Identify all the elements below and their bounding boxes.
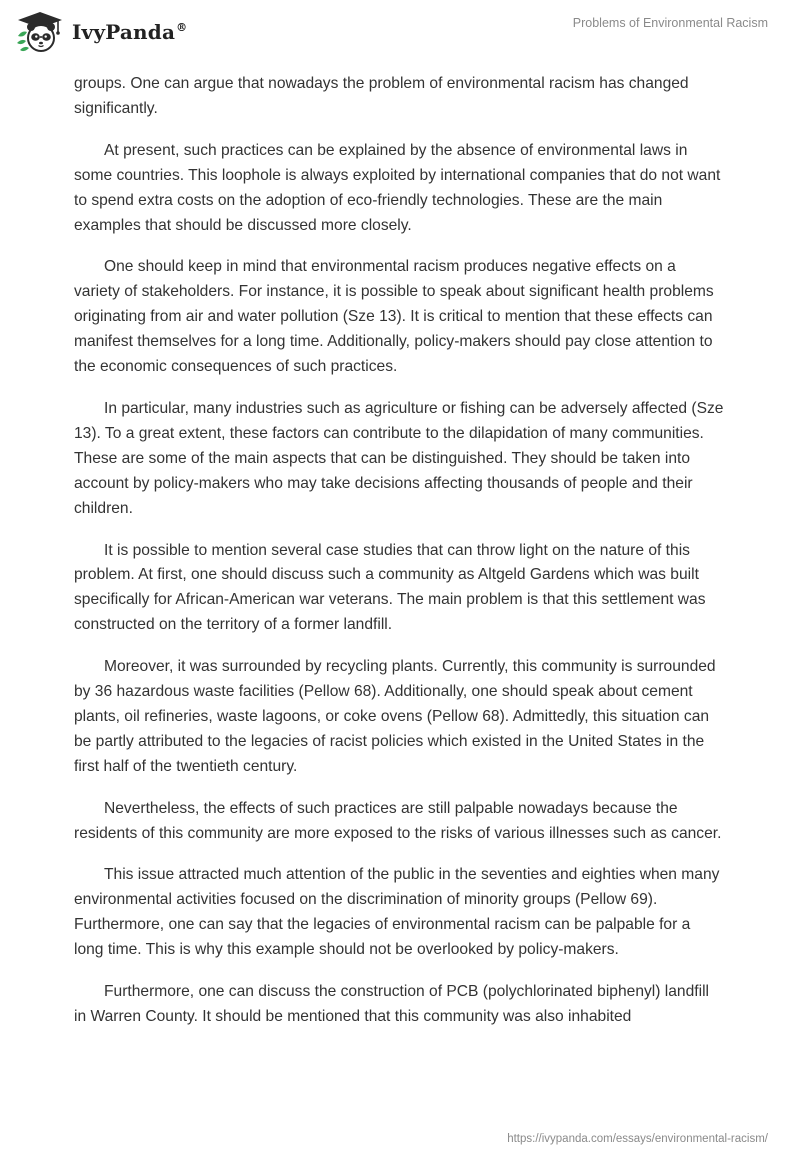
paragraph: Nevertheless, the effects of such practices are still palpable nowadays because the residents of this community are more exposed to the risks of various illnesses such as cancer. <box>74 799 722 842</box>
paragraph: Moreover, it was surrounded by recycling plants. Currently, this community is surrounded by 36 hazardous waste facilities (Pellow 68). Additionally, one should speak about cement plants, oil refineries, waste lagoons, or coke ovens (Pellow 68). Admittedly, this situation can be partly attributed to the legacies of racist policies which existed in the United States in the first half of the twentieth century. <box>74 658 716 775</box>
panda-logo-icon <box>14 10 66 54</box>
paragraph: This issue attracted much attention of the public in the seventies and eighties when many environmental activities focused on the discrimination of minority groups (Pellow 69). Furthermore, one can say that the legacies of environmental racism can be palpable for a long time. This is why this example should not be overlooked by policy-makers. <box>74 866 720 959</box>
paragraph: At present, such practices can be explained by the absence of environmental laws in some countries. This loophole is always exploited by international companies that do not want to spend extra costs on the adoption of eco-friendly technologies. These are the main examples that should be discussed more closely. <box>74 141 721 234</box>
essay-body <box>74 72 724 1047</box>
source-url[interactable]: https://ivypanda.com/essays/environmental-racism/ <box>507 1133 768 1145</box>
document-title: Problems of Environmental Racism <box>572 16 768 30</box>
paragraph: Furthermore, one can discuss the construction of PCB (polychlorinated biphenyl) landfill in Warren County. It should be mentioned that this community was also inhabited <box>74 983 709 1025</box>
page-header <box>0 0 800 66</box>
brand-logo[interactable] <box>14 10 187 54</box>
paragraph: In particular, many industries such as agriculture or fishing can be adversely affected (Sze 13). To a great extent, these factors can contribute to the dilapidation of many communities. These are some of the main aspects that can be distinguished. They should be taken into account by policy-makers who may take decisions affecting thousands of people and their children. <box>74 399 724 517</box>
paragraph: It is possible to mention several case studies that can throw light on the nature of this problem. At first, one should discuss such a community as Altgeld Gardens which was built specifically for African-American war veterans. The main problem is that this settlement was constructed on the territory of a former landfill. <box>74 541 706 634</box>
paragraph: One should keep in mind that environmental racism produces negative effects on a variety of stakeholders. For instance, it is possible to speak about significant health problems originating from air and water pollution (Sze 13). It is critical to mention that these effects can manifest themselves for a long time. Additionally, policy-makers should pay close attention to the economic consequences of such practices. <box>74 258 714 376</box>
brand-name: IvyPanda® <box>72 20 188 44</box>
paragraph: groups. One can argue that nowadays the problem of environmental racism has changed significantly. <box>74 75 689 117</box>
